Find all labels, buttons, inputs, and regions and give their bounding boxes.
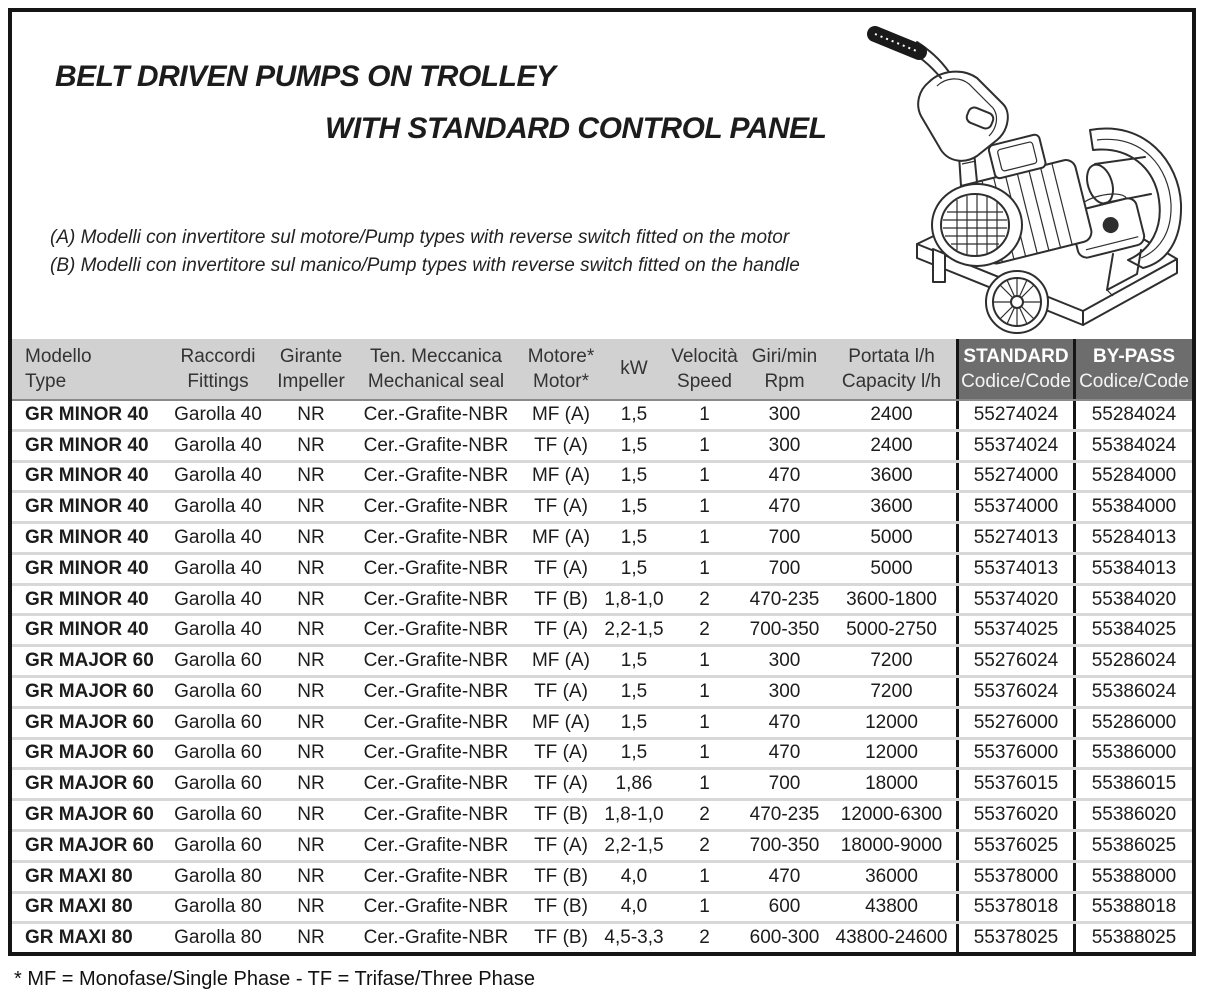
table-cell-rpm: 300 [768, 650, 801, 672]
table-cell-speed: 1 [699, 680, 710, 702]
table-cell-speed: 1 [699, 527, 710, 549]
header-section [12, 12, 1192, 339]
table-cell-motor: TF (B) [534, 588, 588, 610]
table-row [12, 613, 1192, 644]
table-cell-capacity: 18000 [865, 773, 918, 795]
table-cell-impeller: NR [297, 804, 325, 826]
header-cell-kw: kW [620, 358, 648, 380]
table-cell-model: GR MAJOR 60 [25, 650, 154, 672]
table-cell-capacity: 5000-2750 [846, 619, 937, 641]
table-cell-rpm: 470 [768, 496, 801, 518]
table-cell-standard: 55376024 [956, 678, 1073, 706]
table-cell-seal: Cer.-Grafite-NBR [363, 403, 509, 425]
table-cell-rpm: 470 [768, 711, 801, 733]
table-cell-kw: 1,5 [620, 403, 648, 425]
table-cell-kw: 4,0 [620, 896, 648, 918]
table-cell-bypass: 55284024 [1073, 401, 1192, 429]
table-cell-capacity: 3600 [870, 465, 913, 487]
table-cell-bypass: 55284000 [1073, 463, 1192, 491]
table-cell-rpm: 700 [768, 527, 801, 549]
table-row [12, 490, 1192, 521]
table-cell-model: GR MAXI 80 [25, 896, 133, 918]
table-cell-capacity: 3600 [870, 496, 913, 518]
table-cell-fittings: Garolla 40 [174, 527, 262, 549]
table-cell-motor: TF (A) [534, 619, 588, 641]
table-cell-seal: Cer.-Grafite-NBR [363, 619, 509, 641]
table-cell-motor: TF (B) [534, 896, 588, 918]
table-row [12, 706, 1192, 737]
header-cell-seal: Ten. Meccanica Mechanical seal [367, 345, 505, 392]
header-cell-standard: STANDARD Codice/Code [956, 339, 1073, 399]
table-cell-impeller: NR [297, 834, 325, 856]
table-cell-model: GR MINOR 40 [25, 496, 149, 518]
table-cell-bypass: 55286000 [1073, 709, 1192, 737]
table-cell-bypass: 55284013 [1073, 524, 1192, 552]
table-row [12, 829, 1192, 860]
table-cell-motor: TF (B) [534, 804, 588, 826]
table-cell-impeller: NR [297, 527, 325, 549]
table-cell-model: GR MAJOR 60 [25, 834, 154, 856]
table-cell-motor: TF (B) [534, 927, 588, 949]
table-row [12, 460, 1192, 491]
table-cell-capacity: 7200 [870, 680, 913, 702]
table-cell-standard: 55276000 [956, 709, 1073, 737]
table-cell-kw: 1,5 [620, 465, 648, 487]
table-cell-capacity: 12000 [865, 742, 918, 764]
table-cell-capacity: 18000-9000 [840, 834, 943, 856]
table-cell-seal: Cer.-Grafite-NBR [363, 650, 509, 672]
table-cell-impeller: NR [297, 865, 325, 887]
table-cell-seal: Cer.-Grafite-NBR [363, 834, 509, 856]
table-cell-fittings: Garolla 60 [174, 804, 262, 826]
table-cell-impeller: NR [297, 619, 325, 641]
table-cell-speed: 2 [699, 588, 710, 610]
table-cell-kw: 1,5 [620, 711, 648, 733]
table-cell-bypass: 55384000 [1073, 493, 1192, 521]
table-cell-fittings: Garolla 60 [174, 834, 262, 856]
header-cell-fittings: Raccordi Fittings [180, 345, 256, 392]
table-row [12, 767, 1192, 798]
table-row [12, 860, 1192, 891]
table-cell-standard: 55376000 [956, 740, 1073, 768]
header-cell-impeller: Girante Impeller [277, 345, 345, 392]
table-cell-seal: Cer.-Grafite-NBR [363, 434, 509, 456]
table-cell-impeller: NR [297, 434, 325, 456]
table-cell-rpm: 300 [768, 403, 801, 425]
table-cell-capacity: 7200 [870, 650, 913, 672]
table-cell-kw: 1,8-1,0 [604, 804, 664, 826]
header-cell-bypass: BY-PASS Codice/Code [1073, 339, 1192, 399]
table-cell-seal: Cer.-Grafite-NBR [363, 680, 509, 702]
table-row [12, 891, 1192, 922]
table-cell-speed: 1 [699, 465, 710, 487]
table-cell-kw: 1,5 [620, 496, 648, 518]
table-cell-bypass: 55386024 [1073, 678, 1192, 706]
table-cell-kw: 1,8-1,0 [604, 588, 664, 610]
table-cell-seal: Cer.-Grafite-NBR [363, 496, 509, 518]
table-cell-seal: Cer.-Grafite-NBR [363, 557, 509, 579]
table-cell-impeller: NR [297, 742, 325, 764]
table-cell-kw: 1,5 [620, 650, 648, 672]
table-cell-rpm: 470 [768, 465, 801, 487]
table-cell-rpm: 700-350 [749, 834, 820, 856]
table-cell-impeller: NR [297, 927, 325, 949]
table-body [12, 401, 1192, 952]
table-cell-model: GR MINOR 40 [25, 527, 149, 549]
table-cell-standard: 55374000 [956, 493, 1073, 521]
table-cell-capacity: 12000 [865, 711, 918, 733]
table-cell-impeller: NR [297, 496, 325, 518]
table-cell-model: GR MINOR 40 [25, 619, 149, 641]
header-cell-speed: Velocità Speed [671, 345, 738, 392]
table-cell-rpm: 600 [768, 896, 801, 918]
table-cell-fittings: Garolla 60 [174, 773, 262, 795]
table-cell-bypass: 55388025 [1073, 924, 1192, 952]
table-cell-bypass: 55386015 [1073, 770, 1192, 798]
table-cell-fittings: Garolla 60 [174, 650, 262, 672]
table-cell-bypass: 55286024 [1073, 647, 1192, 675]
table-cell-bypass: 55388000 [1073, 863, 1192, 891]
table-row [12, 675, 1192, 706]
table-cell-fittings: Garolla 40 [174, 496, 262, 518]
table-row [12, 552, 1192, 583]
table-cell-seal: Cer.-Grafite-NBR [363, 465, 509, 487]
table-cell-speed: 1 [699, 434, 710, 456]
table-cell-standard: 55378000 [956, 863, 1073, 891]
table-cell-speed: 1 [699, 742, 710, 764]
table-row [12, 644, 1192, 675]
table-cell-standard: 55378018 [956, 894, 1073, 922]
table-cell-fittings: Garolla 40 [174, 403, 262, 425]
table-cell-motor: MF (A) [531, 527, 591, 549]
table-cell-speed: 1 [699, 650, 710, 672]
header-cell-motor: Motore* Motor* [527, 345, 595, 392]
table-cell-standard: 55376020 [956, 801, 1073, 829]
table-cell-standard: 55376025 [956, 832, 1073, 860]
table-cell-speed: 1 [699, 496, 710, 518]
table-cell-motor: TF (A) [534, 773, 588, 795]
table-cell-kw: 1,86 [615, 773, 653, 795]
table-cell-motor: MF (A) [531, 465, 591, 487]
table-cell-bypass: 55384024 [1073, 432, 1192, 460]
table-cell-seal: Cer.-Grafite-NBR [363, 527, 509, 549]
table-cell-seal: Cer.-Grafite-NBR [363, 804, 509, 826]
table-cell-impeller: NR [297, 711, 325, 733]
table-row [12, 798, 1192, 829]
table-cell-fittings: Garolla 60 [174, 680, 262, 702]
table-cell-model: GR MINOR 40 [25, 434, 149, 456]
page-title: BELT DRIVEN PUMPS ON TROLLEY [55, 60, 556, 93]
table-cell-capacity: 43800 [865, 896, 918, 918]
table-cell-impeller: NR [297, 650, 325, 672]
table-cell-bypass: 55386020 [1073, 801, 1192, 829]
table-cell-kw: 4,5-3,3 [604, 927, 664, 949]
header-cell-model: Modello Type [25, 345, 92, 392]
table-cell-impeller: NR [297, 896, 325, 918]
table-header-row [12, 339, 1192, 401]
table-cell-motor: MF (A) [531, 650, 591, 672]
table-cell-kw: 1,5 [620, 742, 648, 764]
header-cell-rpm: Giri/min Rpm [751, 345, 818, 392]
table-cell-speed: 2 [699, 834, 710, 856]
table-cell-kw: 1,5 [620, 557, 648, 579]
table-cell-fittings: Garolla 40 [174, 619, 262, 641]
table-cell-standard: 55374020 [956, 586, 1073, 614]
table-cell-model: GR MAJOR 60 [25, 742, 154, 764]
table-cell-rpm: 700-350 [749, 619, 820, 641]
table-cell-fittings: Garolla 40 [174, 557, 262, 579]
table-cell-impeller: NR [297, 403, 325, 425]
table-cell-seal: Cer.-Grafite-NBR [363, 773, 509, 795]
table-cell-fittings: Garolla 40 [174, 465, 262, 487]
table-cell-fittings: Garolla 80 [174, 927, 262, 949]
table-row [12, 583, 1192, 614]
table-cell-rpm: 700 [768, 557, 801, 579]
table-cell-standard: 55374024 [956, 432, 1073, 460]
table-row [12, 521, 1192, 552]
table-cell-standard: 55378025 [956, 924, 1073, 952]
table-cell-model: GR MAXI 80 [25, 865, 133, 887]
table-row [12, 921, 1192, 952]
table-cell-bypass: 55384025 [1073, 616, 1192, 644]
table-cell-standard: 55374013 [956, 555, 1073, 583]
table-cell-impeller: NR [297, 557, 325, 579]
table-cell-bypass: 55384013 [1073, 555, 1192, 583]
table-cell-kw: 1,5 [620, 434, 648, 456]
table-cell-speed: 2 [699, 804, 710, 826]
table-cell-standard: 55374025 [956, 616, 1073, 644]
table-cell-standard: 55276024 [956, 647, 1073, 675]
table-cell-motor: MF (A) [531, 403, 591, 425]
table-row [12, 401, 1192, 429]
pump-specs-table [12, 339, 1192, 952]
table-cell-fittings: Garolla 60 [174, 711, 262, 733]
table-cell-rpm: 470-235 [749, 588, 820, 610]
table-cell-model: GR MINOR 40 [25, 588, 149, 610]
table-cell-speed: 2 [699, 619, 710, 641]
table-cell-model: GR MAJOR 60 [25, 804, 154, 826]
note-b: (B) Modelli con invertitore sul manico/Pump types with reverse switch fitted on the handle [50, 255, 800, 276]
table-cell-impeller: NR [297, 773, 325, 795]
table-cell-speed: 1 [699, 773, 710, 795]
table-cell-model: GR MAJOR 60 [25, 773, 154, 795]
table-cell-rpm: 470 [768, 865, 801, 887]
table-cell-kw: 2,2-1,5 [604, 619, 664, 641]
table-cell-seal: Cer.-Grafite-NBR [363, 896, 509, 918]
table-cell-fittings: Garolla 80 [174, 896, 262, 918]
table-cell-motor: TF (A) [534, 680, 588, 702]
table-cell-model: GR MINOR 40 [25, 465, 149, 487]
table-cell-model: GR MAJOR 60 [25, 711, 154, 733]
table-cell-seal: Cer.-Grafite-NBR [363, 742, 509, 764]
table-cell-rpm: 300 [768, 680, 801, 702]
table-cell-motor: TF (A) [534, 834, 588, 856]
table-cell-impeller: NR [297, 680, 325, 702]
table-row [12, 737, 1192, 768]
table-cell-capacity: 5000 [870, 557, 913, 579]
table-cell-fittings: Garolla 40 [174, 434, 262, 456]
table-cell-model: GR MINOR 40 [25, 557, 149, 579]
table-cell-speed: 1 [699, 403, 710, 425]
table-cell-capacity: 5000 [870, 527, 913, 549]
table-cell-bypass: 55384020 [1073, 586, 1192, 614]
table-cell-motor: TF (A) [534, 496, 588, 518]
table-cell-seal: Cer.-Grafite-NBR [363, 927, 509, 949]
table-cell-rpm: 600-300 [749, 927, 820, 949]
table-cell-kw: 4,0 [620, 865, 648, 887]
table-cell-rpm: 300 [768, 434, 801, 456]
note-a: (A) Modelli con invertitore sul motore/Pump types with reverse switch fitted on the motor [50, 227, 790, 248]
table-cell-rpm: 700 [768, 773, 801, 795]
table-cell-bypass: 55386000 [1073, 740, 1192, 768]
table-cell-standard: 55274024 [956, 401, 1073, 429]
table-cell-capacity: 2400 [870, 434, 913, 456]
table-cell-kw: 2,2-1,5 [604, 834, 664, 856]
phase-footnote: * MF = Monofase/Single Phase - TF = Trifase/Three Phase [14, 968, 535, 990]
table-cell-capacity: 43800-24600 [835, 927, 948, 949]
table-cell-standard: 55376015 [956, 770, 1073, 798]
table-cell-fittings: Garolla 80 [174, 865, 262, 887]
table-cell-capacity: 12000-6300 [840, 804, 943, 826]
table-cell-fittings: Garolla 40 [174, 588, 262, 610]
table-cell-seal: Cer.-Grafite-NBR [363, 865, 509, 887]
table-cell-impeller: NR [297, 465, 325, 487]
table-cell-seal: Cer.-Grafite-NBR [363, 711, 509, 733]
table-cell-rpm: 470 [768, 742, 801, 764]
table-cell-fittings: Garolla 60 [174, 742, 262, 764]
table-row [12, 429, 1192, 460]
table-cell-capacity: 36000 [865, 865, 918, 887]
page-frame [8, 8, 1196, 956]
table-cell-model: GR MAXI 80 [25, 927, 133, 949]
table-cell-standard: 55274000 [956, 463, 1073, 491]
table-cell-motor: TF (A) [534, 742, 588, 764]
pump-trolley-illustration [845, 12, 1190, 337]
table-cell-impeller: NR [297, 588, 325, 610]
table-cell-speed: 2 [699, 927, 710, 949]
table-cell-motor: MF (A) [531, 711, 591, 733]
table-cell-capacity: 3600-1800 [846, 588, 937, 610]
page-subtitle: WITH STANDARD CONTROL PANEL [325, 112, 827, 145]
table-cell-kw: 1,5 [620, 680, 648, 702]
table-cell-bypass: 55386025 [1073, 832, 1192, 860]
table-cell-motor: TF (A) [534, 434, 588, 456]
table-cell-standard: 55274013 [956, 524, 1073, 552]
table-cell-speed: 1 [699, 896, 710, 918]
table-cell-kw: 1,5 [620, 527, 648, 549]
table-cell-speed: 1 [699, 557, 710, 579]
header-cell-capacity: Portata l/h Capacity l/h [841, 345, 942, 392]
table-cell-speed: 1 [699, 865, 710, 887]
table-cell-rpm: 470-235 [749, 804, 820, 826]
table-cell-seal: Cer.-Grafite-NBR [363, 588, 509, 610]
table-cell-model: GR MINOR 40 [25, 403, 149, 425]
table-cell-motor: TF (A) [534, 557, 588, 579]
table-cell-bypass: 55388018 [1073, 894, 1192, 922]
table-cell-model: GR MAJOR 60 [25, 680, 154, 702]
table-cell-motor: TF (B) [534, 865, 588, 887]
table-cell-speed: 1 [699, 711, 710, 733]
table-cell-capacity: 2400 [870, 403, 913, 425]
